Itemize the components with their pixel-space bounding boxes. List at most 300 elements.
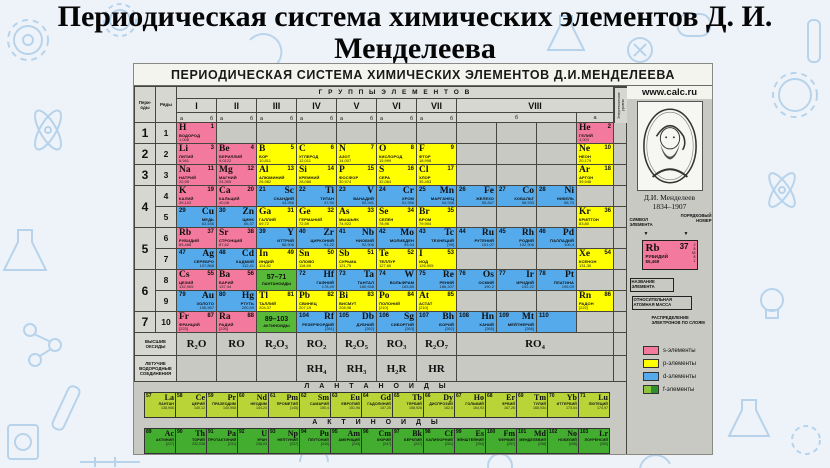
- element-cell-tb: [393, 393, 424, 417]
- element-cell-sg: [377, 312, 417, 333]
- element-cell-ne: [577, 144, 614, 165]
- element-symbol: Lr: [599, 429, 608, 438]
- element-cell-ba: [217, 270, 257, 291]
- element-mass: [265]: [485, 326, 494, 332]
- element-name: ЖЕЛЕЗО: [476, 196, 494, 201]
- empty-cell: [457, 207, 497, 228]
- element-cell-po: [377, 291, 417, 312]
- portrait-years: 1834–1907: [652, 202, 687, 211]
- element-name: РТУТЬ: [240, 301, 254, 306]
- hydrides-row-label: ЛЕТУЧИЕ ВОДОРОДНЫЕ СОЕДИНЕНИЯ: [135, 356, 177, 382]
- element-number: 58: [177, 393, 183, 399]
- element-symbol: Ra: [219, 312, 231, 322]
- element-symbol: Hf: [323, 270, 334, 280]
- subgroup-b-label: б: [449, 116, 453, 122]
- element-number: 107: [419, 313, 430, 319]
- element-symbol: Pa: [227, 429, 236, 438]
- portrait-caption: Д.И. Менделеев: [643, 193, 696, 202]
- lanthanides-row: [144, 392, 610, 418]
- shell-count: 18: [691, 251, 696, 256]
- element-name: ЛЮТЕЦИЙ: [588, 402, 608, 406]
- element-cell-s: [377, 165, 417, 186]
- element-cell-au: [177, 291, 217, 312]
- element-symbol: Pr: [227, 393, 236, 402]
- subgroup-a-label: а: [300, 116, 304, 122]
- element-name: СКАНДИЙ: [273, 196, 294, 201]
- element-cell-110: [537, 312, 577, 333]
- element-name: АЛЮМИНИЙ: [259, 175, 285, 180]
- element-symbol: Cd: [241, 249, 254, 259]
- row-label-4: 4: [156, 186, 177, 207]
- element-mass: 106,4: [563, 242, 574, 248]
- element-symbol: Ga: [259, 207, 272, 217]
- element-symbol: Es: [475, 429, 484, 438]
- element-cell-rb: [177, 228, 217, 249]
- subgroup-b-label: б: [329, 116, 333, 122]
- element-number: 30: [219, 208, 226, 214]
- element-name: СЕРА: [379, 175, 391, 180]
- element-mass: [210]: [379, 305, 388, 311]
- element-mass: [223]: [179, 326, 188, 332]
- element-cell-np: [269, 429, 300, 453]
- element-number: 102: [549, 429, 558, 435]
- element-name: ЭЙНШТЕЙНИЙ: [456, 438, 484, 442]
- element-cell-cf: [424, 429, 455, 453]
- element-mass: 164,93: [473, 405, 484, 410]
- range-cell-актиноиды: [257, 312, 297, 333]
- range-name: АКТИНОИДЫ: [263, 322, 290, 328]
- element-number: 77: [499, 271, 506, 277]
- element-cell-ra: [217, 312, 257, 333]
- element-symbol: Ir: [526, 270, 534, 280]
- subgroup-header: [377, 113, 417, 123]
- element-cell-k: [177, 186, 217, 207]
- element-cell-re: [417, 270, 457, 291]
- oxides-row-label: ВЫСШИЕ ОКСИДЫ: [135, 333, 177, 356]
- element-name: РАДИЙ: [219, 322, 234, 327]
- element-symbol: Te: [379, 249, 389, 259]
- element-symbol: Md: [534, 429, 546, 438]
- element-cell-fr: [177, 312, 217, 333]
- subgroup-header: [177, 113, 217, 123]
- element-mass: [145]: [290, 405, 298, 410]
- element-mass: 79,904: [419, 221, 432, 227]
- element-cell-zr: [297, 228, 337, 249]
- element-mass: 44,956: [281, 200, 294, 206]
- element-name: КСЕНОН: [579, 259, 597, 264]
- element-symbol: Fr: [179, 312, 190, 322]
- element-cell-xe: [577, 249, 614, 270]
- group-header-VII: VII: [417, 99, 457, 113]
- element-name: СИБОРГИЙ: [390, 322, 414, 327]
- element-name: СВИНЕЦ: [299, 301, 317, 306]
- element-cell-pb: [297, 291, 337, 312]
- element-name: РОДИЙ: [519, 238, 534, 243]
- hydrides-cell: HR: [417, 356, 457, 382]
- row-label-2: 2: [156, 144, 177, 165]
- element-cell-ca: [217, 186, 257, 207]
- element-mass: 26,982: [259, 179, 272, 185]
- element-name: АСТАТ: [419, 301, 433, 306]
- element-cell-c: [297, 144, 337, 165]
- element-cell-eu: [331, 393, 362, 417]
- element-cell-na: [177, 165, 217, 186]
- energy-levels-label: Энергетические уровни: [614, 87, 627, 123]
- element-cell-hf: [297, 270, 337, 291]
- element-cell-cs: [177, 270, 217, 291]
- element-name: НЕПТУНИЙ: [277, 438, 298, 442]
- element-cell-b: [257, 144, 297, 165]
- oxides-cell: R₂O₇: [417, 333, 457, 356]
- element-cell-th: [176, 429, 207, 453]
- oxides-cell: RO₂: [297, 333, 337, 356]
- element-symbol: Ge: [299, 207, 311, 217]
- element-symbol: Rn: [579, 291, 592, 301]
- element-mass: [244]: [321, 441, 329, 446]
- element-mass: 192,22: [521, 284, 534, 290]
- element-name: СТРОНЦИЙ: [219, 238, 243, 243]
- element-name: ЦЕЗИЙ: [179, 280, 194, 285]
- element-cell-be: [217, 144, 257, 165]
- element-number: 101: [518, 429, 527, 435]
- lanthanides-title: Л А Н Т А Н О И Д Ы: [304, 383, 450, 390]
- element-number: 5: [290, 145, 294, 151]
- element-mass: 95,94: [403, 242, 414, 248]
- page-title: [0, 1, 830, 64]
- element-name: МЕДЬ: [201, 217, 214, 222]
- empty-cell: [457, 123, 497, 144]
- element-name: ПОЛОНИЙ: [379, 301, 401, 306]
- element-mass: 88,906: [281, 242, 294, 248]
- element-name: БОР: [259, 154, 268, 159]
- element-symbol: No: [567, 429, 577, 438]
- element-name: КАДМИЙ: [235, 259, 254, 264]
- element-number: 99: [456, 429, 462, 435]
- element-mass: 102,906: [519, 242, 534, 248]
- element-number: 89: [146, 429, 152, 435]
- element-symbol: Ru: [481, 228, 494, 238]
- empty-cell: [457, 165, 497, 186]
- element-name: ФРАНЦИЙ: [179, 322, 200, 327]
- element-mass: 196,967: [199, 305, 214, 311]
- element-name: ТЕРБИЙ: [406, 402, 422, 406]
- element-number: 93: [270, 429, 276, 435]
- element-number: 54: [604, 250, 611, 256]
- element-mass: 69,72: [259, 221, 270, 227]
- element-name: ХАНИЙ: [479, 322, 494, 327]
- element-cell-er: [486, 393, 517, 417]
- element-symbol: Gd: [380, 393, 391, 402]
- element-number: 108: [459, 313, 470, 319]
- element-name: ПРОТАКТИНИЙ: [208, 438, 237, 442]
- element-symbol: La: [164, 393, 174, 402]
- element-mass: 151,96: [349, 405, 360, 410]
- element-mass: 40,08: [219, 200, 230, 206]
- element-symbol: Sm: [317, 393, 329, 402]
- element-name: ЭРБИЙ: [501, 402, 515, 406]
- subgroup-a-label: а: [180, 116, 184, 122]
- element-mass: 140,12: [194, 405, 205, 410]
- element-cell-sb: [337, 249, 377, 270]
- empty-cell: [217, 123, 257, 144]
- element-symbol: I: [419, 249, 423, 259]
- element-number: 22: [299, 187, 306, 193]
- element-mass: 35,453: [419, 179, 432, 185]
- element-mass: 63,546: [201, 221, 214, 227]
- s-elements-swatch: [643, 346, 659, 355]
- element-cell-te: [377, 249, 417, 270]
- empty-cell: [497, 123, 537, 144]
- element-symbol: Xe: [579, 249, 591, 259]
- element-mass: [99]: [447, 242, 454, 248]
- example-electron-shells: [692, 243, 696, 263]
- element-symbol: Tm: [534, 393, 546, 402]
- rows-header: Ряды: [156, 87, 177, 123]
- element-symbol: Ho: [473, 393, 484, 402]
- p-elements-swatch: [643, 359, 659, 368]
- element-mass: 28,086: [299, 179, 312, 185]
- d-elements-swatch: [643, 372, 659, 381]
- element-number: 11: [207, 166, 214, 172]
- element-cell-n: [337, 144, 377, 165]
- element-mass: [262]: [445, 326, 454, 332]
- element-number: 85: [447, 292, 454, 298]
- group-header-II: II: [217, 99, 257, 113]
- element-mass: 195,09: [561, 284, 574, 290]
- element-number: 40: [299, 229, 306, 235]
- periodic-table-poster: [133, 63, 713, 455]
- element-symbol: V: [367, 186, 374, 196]
- element-name: ЦИНК: [242, 217, 254, 222]
- element-symbol: Zn: [242, 207, 254, 217]
- element-name: ТИТАН: [320, 196, 334, 201]
- element-cell-si: [297, 165, 337, 186]
- period-label-5: 5: [135, 228, 156, 270]
- element-mass: 157,25: [380, 405, 391, 410]
- element-mass: 114,82: [259, 263, 271, 269]
- element-number: 13: [287, 166, 294, 172]
- legend-item-d: [643, 372, 696, 381]
- element-name: ОСМИЙ: [478, 280, 494, 285]
- number-annotation: ПОРЯДКОВЫЙ НОМЕР: [680, 213, 712, 223]
- subgroup-b-label: б: [409, 116, 413, 122]
- element-name: АМЕРИЦИЙ: [338, 438, 360, 442]
- element-mass: 132,905: [179, 284, 194, 290]
- element-number: 7: [370, 145, 374, 151]
- empty-cell: [297, 123, 337, 144]
- element-name: БЕРКЛИЙ: [404, 438, 422, 442]
- element-symbol: Pu: [319, 429, 329, 438]
- element-symbol: Nb: [361, 228, 374, 238]
- element-cell-u: [238, 429, 269, 453]
- element-mass: 162,5: [444, 405, 453, 410]
- element-symbol: As: [339, 207, 350, 217]
- element-mass: [227]: [166, 441, 174, 446]
- shells-annotation: РАСПРЕДЕЛЕНИЕ ЭЛЕКТРОНОВ ПО СЛОЯМ: [651, 315, 705, 325]
- element-cell-p: [337, 165, 377, 186]
- element-mass: [254]: [476, 441, 484, 446]
- element-name: МОЛИБДЕН: [389, 238, 414, 243]
- element-name: ФЕРМИЙ: [498, 438, 515, 442]
- element-symbol: Sc: [284, 186, 294, 196]
- element-cell-h: [177, 123, 217, 144]
- subgroup-b-wide: б: [457, 113, 577, 123]
- element-mass: 39,102: [179, 200, 192, 206]
- element-name: КАЛИФОРНИЙ: [426, 438, 453, 442]
- element-symbol: Ba: [219, 270, 231, 280]
- element-mass: 22,99: [179, 179, 190, 185]
- element-mass: 12,011: [299, 158, 311, 164]
- element-name: НЕОДИМ: [250, 402, 267, 406]
- mendeleev-portrait-sketch: [641, 105, 699, 187]
- element-cell-ti: [297, 186, 337, 207]
- element-mass: [260]: [600, 441, 608, 446]
- element-name: БРОМ: [419, 217, 432, 222]
- element-number: 12: [247, 166, 254, 172]
- element-mass: 14,007: [339, 158, 352, 164]
- element-mass: 24,305: [219, 179, 232, 185]
- subgroup-header: [417, 113, 457, 123]
- element-number: 97: [394, 429, 400, 435]
- element-symbol: Ti: [325, 186, 334, 196]
- element-mass: 54,938: [441, 200, 454, 206]
- element-mass: 87,62: [219, 242, 230, 248]
- element-mass: [266]: [525, 326, 534, 332]
- empty-cell: [457, 249, 497, 270]
- element-number: 80: [219, 292, 226, 298]
- element-mass: 51,996: [401, 200, 414, 206]
- element-cell-br: [417, 207, 457, 228]
- element-number: 19: [207, 187, 214, 193]
- element-symbol: Ag: [202, 249, 214, 259]
- row-label-7: 7: [156, 249, 177, 270]
- element-name: АЗОТ: [339, 154, 351, 159]
- element-mass: 112,41: [242, 263, 254, 269]
- element-mass: 183,85: [401, 284, 414, 290]
- element-number: 29: [179, 208, 186, 214]
- element-cell-pm: [269, 393, 300, 417]
- poster-sidebar: [626, 86, 712, 454]
- element-symbol: C: [299, 144, 306, 154]
- element-number: 14: [327, 166, 334, 172]
- element-mass: 65,37: [243, 221, 254, 227]
- legend-label: d-элементы: [663, 373, 696, 380]
- element-class-legend: [643, 346, 696, 394]
- element-cell-ga: [257, 207, 297, 228]
- element-cell-ag: [177, 249, 217, 270]
- element-mass: 186,207: [439, 284, 454, 290]
- element-number: 39: [259, 229, 266, 235]
- subgroup-header: [337, 113, 377, 123]
- empty-cell: [497, 249, 537, 270]
- element-name: ЕВРОПИЙ: [341, 402, 360, 406]
- element-number: 88: [247, 313, 254, 319]
- element-symbol: Mt: [521, 312, 534, 322]
- element-cell-tl: [257, 291, 297, 312]
- element-cell-al: [257, 165, 297, 186]
- element-mass: [231]: [228, 441, 236, 446]
- element-number: 78: [539, 271, 546, 277]
- element-mass: 39,948: [579, 179, 592, 185]
- element-name: НИОБИЙ: [355, 238, 374, 243]
- element-cell-md: [517, 429, 548, 453]
- element-mass: [237]: [290, 441, 298, 446]
- element-cell-bh: [417, 312, 457, 333]
- element-name: ВОДОРОД: [179, 133, 201, 138]
- element-number: 25: [419, 187, 426, 193]
- element-mass: [243]: [352, 441, 360, 446]
- period-label-4: 4: [135, 186, 156, 228]
- element-symbol: N: [339, 144, 346, 154]
- element-cell-pr: [207, 393, 238, 417]
- element-cell-ir: [497, 270, 537, 291]
- element-symbol: Hg: [241, 291, 254, 301]
- element-symbol: Br: [419, 207, 430, 217]
- element-cell-in: [257, 249, 297, 270]
- element-name: ВОЛЬФРАМ: [389, 280, 414, 285]
- subgroup-a-noble: а: [577, 113, 614, 123]
- element-cell-yb: [548, 393, 579, 417]
- element-mass: 138,906: [161, 405, 174, 410]
- element-symbol: Cm: [378, 429, 391, 438]
- element-symbol: Bh: [442, 312, 454, 322]
- element-number: 46: [539, 229, 546, 235]
- element-name: ПЛАТИНА: [553, 280, 574, 285]
- element-number: 20: [247, 187, 254, 193]
- range-numbers: 89–103: [264, 315, 289, 323]
- element-number: 16: [407, 166, 414, 172]
- element-cell-fe: [457, 186, 497, 207]
- element-name: САМАРИЙ: [310, 402, 329, 406]
- element-symbol: Sr: [219, 228, 229, 238]
- element-mass: 158,926: [409, 405, 422, 410]
- subgroup-a-label: а: [340, 116, 344, 122]
- element-symbol: Si: [299, 165, 307, 175]
- element-number: 95: [332, 429, 338, 435]
- empty-cell: [417, 123, 457, 144]
- subgroup-header: [217, 113, 257, 123]
- subgroup-a-label: а: [260, 116, 264, 122]
- element-mass: 178,49: [321, 284, 334, 290]
- element-number: 3: [210, 145, 214, 151]
- element-symbol: Nd: [256, 393, 267, 402]
- element-number: 72: [299, 271, 306, 277]
- actinides-title: А К Т И Н О И Д Ы: [312, 419, 442, 426]
- oxides-cell: R₂O: [177, 333, 217, 356]
- element-mass: [261]: [325, 326, 334, 332]
- element-number: 44: [459, 229, 466, 235]
- oxides-cell: R₂O₃: [257, 333, 297, 356]
- poster-body: [134, 86, 712, 454]
- element-symbol: Np: [287, 429, 298, 438]
- element-name: ПАЛЛАДИЙ: [550, 238, 574, 243]
- mendeleev-portrait: [637, 101, 703, 191]
- element-name: ЛИТИЙ: [179, 154, 194, 159]
- element-name: РЕНИЙ: [439, 280, 454, 285]
- element-cell-ac: [145, 429, 176, 453]
- element-cell-mn: [417, 186, 457, 207]
- element-cell-co: [497, 186, 537, 207]
- element-name: МЫШЬЯК: [339, 217, 359, 222]
- element-cell-sc: [257, 186, 297, 207]
- symbol-annotation: СИМВОЛ ЭЛЕМЕНТА: [629, 217, 653, 227]
- element-number: 6: [330, 145, 334, 151]
- table-column: [134, 86, 626, 454]
- element-cell-hn: [457, 312, 497, 333]
- element-cell-lr: [579, 429, 610, 453]
- example-symbol: Rb: [645, 242, 660, 254]
- empty-cell: [537, 249, 577, 270]
